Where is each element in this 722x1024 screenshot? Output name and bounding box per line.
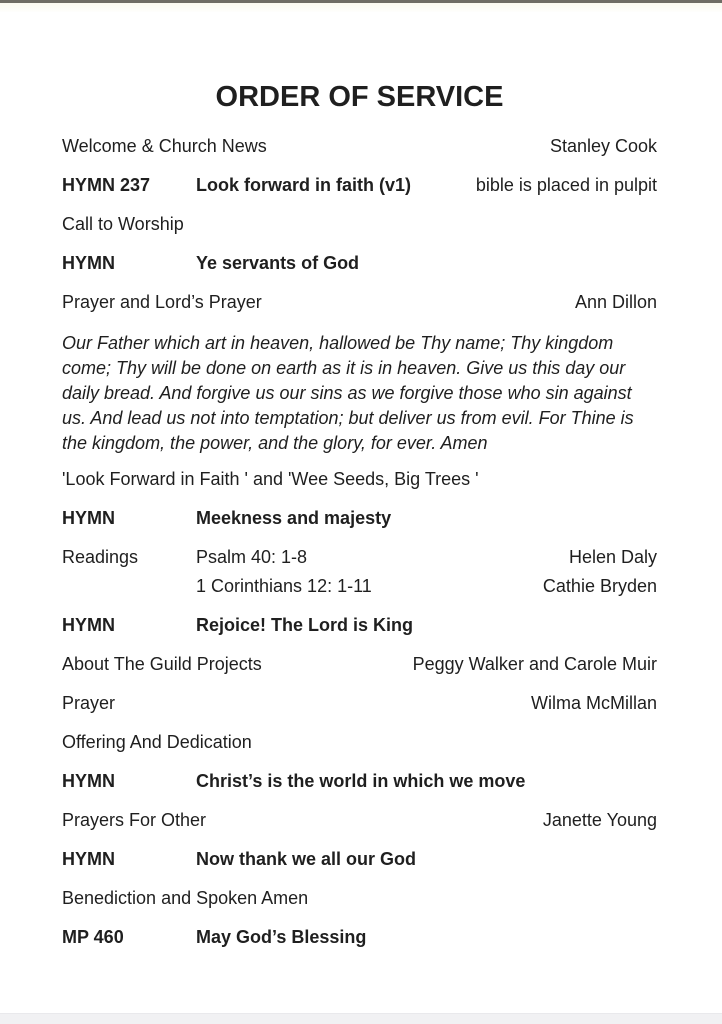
hymn-label: HYMN bbox=[62, 253, 115, 273]
hymn-label: HYMN bbox=[62, 849, 115, 869]
item-label: Prayers For Other bbox=[62, 810, 207, 830]
hymn-title: May God’s Blessing bbox=[196, 927, 367, 947]
row-prayer bbox=[62, 693, 657, 713]
person-name: Helen Daly bbox=[568, 547, 657, 567]
service-items bbox=[62, 136, 657, 947]
person-name: Janette Young bbox=[542, 810, 657, 830]
item-label: Call to Worship bbox=[62, 214, 184, 234]
prayer-line: Our Father which art in heaven, hallowed be Thy name; Thy kingdom bbox=[62, 333, 614, 353]
row-prayer-lords-prayer bbox=[62, 292, 657, 312]
page-title: ORDER OF SERVICE bbox=[215, 81, 504, 113]
item-label: About The Guild Projects bbox=[62, 654, 262, 674]
row-mp-460 bbox=[62, 927, 657, 947]
reading-item bbox=[196, 576, 657, 596]
item-label: Prayer and Lord’s Prayer bbox=[62, 292, 262, 312]
hymn-label: HYMN bbox=[62, 771, 115, 791]
person-name: Ann Dillon bbox=[574, 292, 657, 312]
row-guild-projects bbox=[62, 654, 657, 674]
hymn-label: HYMN bbox=[62, 615, 115, 635]
item-label: Welcome & Church News bbox=[62, 136, 267, 156]
row-prayers-for-other bbox=[62, 810, 657, 830]
prayer-line: daily bread. And forgive us our sins as we forgive those who sin against bbox=[62, 383, 632, 403]
item-note: bible is placed in pulpit bbox=[475, 175, 657, 195]
row-hymn-meekness bbox=[62, 508, 657, 528]
item-label: 'Look Forward in Faith ' and 'Wee Seeds, Big Trees ' bbox=[62, 469, 479, 489]
person-name: Wilma McMillan bbox=[531, 693, 657, 713]
person-name: Peggy Walker and Carole Muir bbox=[412, 654, 657, 674]
hymn-title: Meekness and majesty bbox=[196, 508, 392, 528]
scan-bottom-band bbox=[0, 1013, 722, 1024]
hymn-title: Christ’s is the world in which we move bbox=[196, 771, 526, 791]
readings-list bbox=[196, 547, 657, 596]
row-readings bbox=[62, 547, 657, 596]
row-songs-quote bbox=[62, 469, 657, 489]
row-hymn-thank bbox=[62, 849, 657, 869]
item-label: Prayer bbox=[62, 693, 116, 713]
hymn-number: MP 460 bbox=[62, 927, 124, 947]
reading-reference: Psalm 40: 1-8 bbox=[196, 547, 308, 567]
item-label: Offering And Dedication bbox=[62, 732, 252, 752]
hymn-number: HYMN 237 bbox=[62, 175, 151, 195]
row-welcome bbox=[62, 136, 657, 156]
person-name: Cathie Bryden bbox=[542, 576, 657, 596]
prayer-line: the kingdom, the power, and the glory, for ever. Amen bbox=[62, 433, 488, 453]
hymn-label: HYMN bbox=[62, 508, 115, 528]
row-benediction bbox=[62, 888, 657, 908]
hymn-title: Now thank we all our God bbox=[196, 849, 417, 869]
prayer-line: us. And lead us not into temptation; but deliver us from evil. For Thine is bbox=[62, 408, 634, 428]
row-hymn-servants bbox=[62, 253, 657, 273]
person-name: Stanley Cook bbox=[549, 136, 657, 156]
lords-prayer-text bbox=[62, 331, 657, 456]
row-hymn-237 bbox=[62, 175, 657, 195]
hymn-title: Rejoice! The Lord is King bbox=[196, 615, 414, 635]
row-hymn-rejoice bbox=[62, 615, 657, 635]
row-offering bbox=[62, 732, 657, 752]
reading-item bbox=[196, 547, 657, 567]
row-hymn-christs bbox=[62, 771, 657, 791]
readings-label: Readings bbox=[62, 547, 139, 567]
item-label: Benediction and Spoken Amen bbox=[62, 888, 309, 908]
prayer-line: come; Thy will be done on earth as it is in heaven. Give us this day our bbox=[62, 358, 626, 378]
hymn-title: Look forward in faith (v1) bbox=[196, 175, 412, 195]
row-call-to-worship bbox=[62, 214, 657, 234]
reading-reference: 1 Corinthians 12: 1-11 bbox=[196, 576, 372, 596]
order-of-service-page bbox=[62, 82, 657, 947]
scan-top-band bbox=[0, 3, 722, 12]
hymn-title: Ye servants of God bbox=[196, 253, 360, 273]
